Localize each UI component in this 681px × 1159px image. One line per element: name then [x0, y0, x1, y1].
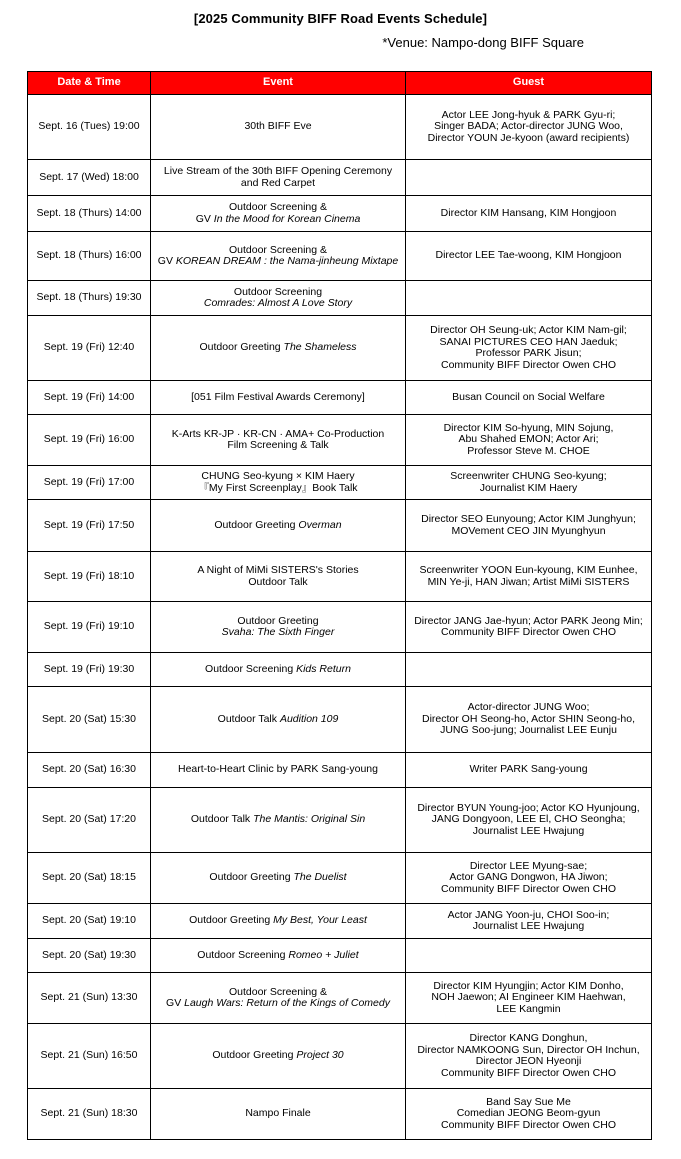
cell-date-time: Sept. 18 (Thurs) 19:30 — [28, 281, 151, 316]
event-film-title: The Shameless — [283, 341, 357, 354]
event-text: Outdoor Talk — [248, 575, 308, 588]
cell-guest — [406, 753, 652, 788]
guest-line: Director OH Seong-ho, Actor SHIN Seong-ho, — [421, 712, 635, 725]
guest-line: Band Say Sue Me — [486, 1095, 571, 1108]
cell-guest — [406, 232, 652, 281]
guest-line: Director LEE Myung-sae; — [469, 859, 588, 872]
event-line — [153, 664, 403, 676]
event-film-title: Romeo + Juliet — [288, 948, 359, 961]
event-text: Heart-to-Heart Clinic by PARK Sang-young — [178, 763, 378, 776]
guest-line: Director BYUN Young-joo; Actor KO Hyunjoung, — [417, 801, 640, 814]
table-row — [28, 1089, 652, 1140]
event-line — [153, 627, 403, 639]
cell-guest — [406, 160, 652, 196]
cell-event — [151, 602, 406, 653]
cell-event — [151, 381, 406, 415]
cell-event — [151, 552, 406, 602]
event-text: GV — [195, 212, 214, 225]
event-line — [153, 577, 403, 589]
event-film-title: Kids Return — [296, 662, 351, 675]
event-film-title: KOREAN DREAM : the Nama-jinheung Mixtape — [175, 255, 399, 267]
cell-guest — [406, 653, 652, 687]
venue-note: *Venue: Nampo-dong BIFF Square — [382, 35, 584, 50]
cell-date-time: Sept. 18 (Thurs) 14:00 — [28, 196, 151, 232]
guest-line: Director NAMKOONG Sun, Director OH Inchun, — [417, 1043, 640, 1056]
event-text: Outdoor Greeting — [199, 341, 284, 354]
event-text: Outdoor Greeting — [189, 914, 274, 927]
cell-guest — [406, 95, 652, 160]
cell-date-time: Sept. 21 (Sun) 13:30 — [28, 973, 151, 1024]
cell-guest — [406, 415, 652, 466]
cell-guest — [406, 853, 652, 904]
cell-date-time: Sept. 20 (Sat) 16:30 — [28, 753, 151, 788]
guest-line: NOH Jaewon; AI Engineer KIM Haehwan, — [431, 991, 626, 1004]
cell-guest — [406, 196, 652, 232]
cell-date-time: Sept. 19 (Fri) 17:50 — [28, 500, 151, 552]
cell-date-time: Sept. 20 (Sat) 19:30 — [28, 939, 151, 973]
guest-line: Journalist KIM Haery — [479, 481, 578, 494]
cell-guest — [406, 973, 652, 1024]
table-row — [28, 602, 652, 653]
guest-line: Director OH Seung-uk; Actor KIM Nam-gil; — [430, 324, 627, 336]
event-line — [153, 814, 403, 826]
event-line — [153, 256, 403, 268]
guest-line: Director KIM Hyungjin; Actor KIM Donho, — [433, 979, 624, 992]
event-film-title: Audition 109 — [279, 712, 339, 725]
cell-date-time: Sept. 19 (Fri) 17:00 — [28, 466, 151, 500]
cell-event — [151, 160, 406, 196]
table-row — [28, 232, 652, 281]
event-film-title: Laugh Wars: Return of the Kings of Comedy — [184, 997, 390, 1009]
guest-line: Community BIFF Director Owen CHO — [440, 1118, 617, 1131]
event-line — [153, 214, 403, 226]
table-row — [28, 1024, 652, 1089]
guest-line: Community BIFF Director Owen CHO — [440, 626, 617, 638]
table-row — [28, 95, 652, 160]
guest-line: Community BIFF Director Owen CHO — [440, 358, 617, 371]
event-text: Live Stream of the 30th BIFF Opening Ceremony — [163, 165, 393, 177]
header-event: Event — [151, 72, 406, 95]
table-row — [28, 904, 652, 939]
guest-line: SANAI PICTURES CEO HAN Jaeduk; — [439, 335, 618, 348]
event-text: Outdoor Talk — [217, 712, 280, 725]
guest-line: MOVement CEO JIN Myunghyun — [451, 524, 606, 537]
event-line — [153, 764, 403, 776]
cell-guest — [406, 904, 652, 939]
guest-line: Screenwriter YOON Eun-kyoung, KIM Eunhee, — [419, 564, 638, 576]
event-text: Outdoor Greeting — [212, 1049, 297, 1062]
guest-line: JANG Dongyoon, LEE El, CHO Seongha; — [431, 813, 626, 826]
guest-line: Actor GANG Dongwon, HA Jiwon; — [449, 871, 608, 884]
cell-event — [151, 316, 406, 381]
cell-event — [151, 973, 406, 1024]
guest-line: Journalist LEE Hwajung — [472, 920, 585, 932]
event-film-title: In the Mood for Korean Cinema — [213, 212, 361, 225]
guest-line: Director KIM So-hyung, MIN Sojung, — [443, 421, 614, 434]
cell-date-time: Sept. 21 (Sun) 16:50 — [28, 1024, 151, 1089]
cell-event — [151, 415, 406, 466]
guest-line: Professor PARK Jisun; — [475, 347, 582, 359]
event-text: A Night of MiMi SISTERS's Stories — [197, 564, 359, 576]
event-line — [153, 392, 403, 404]
event-film-title: Svaha: The Sixth Finger — [221, 626, 335, 638]
guest-line: Director KANG Donghun, — [469, 1032, 588, 1044]
header-date-time: Date & Time — [28, 72, 151, 95]
event-text: 『My First Screenplay』Book Talk — [198, 481, 358, 494]
table-row — [28, 160, 652, 196]
table-row — [28, 381, 652, 415]
guest-line: Actor JANG Yoon-ju, CHOI Soo-in; — [447, 908, 610, 921]
event-text: Outdoor Greeting — [209, 871, 294, 884]
event-text: CHUNG Seo-kyung × KIM Haery — [201, 470, 355, 482]
guest-line: Director YOUN Je-kyoon (award recipients) — [427, 131, 630, 144]
guest-line: Screenwriter CHUNG Seo-kyung; — [450, 470, 607, 482]
event-text: GV — [157, 255, 176, 267]
event-text: Outdoor Screening — [197, 948, 289, 961]
cell-date-time: Sept. 19 (Fri) 19:10 — [28, 602, 151, 653]
event-text: GV — [166, 997, 185, 1009]
table-row — [28, 281, 652, 316]
cell-date-time: Sept. 19 (Fri) 18:10 — [28, 552, 151, 602]
page-title: [2025 Community BIFF Road Events Schedule] — [193, 11, 488, 26]
event-film-title: The Duelist — [293, 871, 347, 884]
cell-event — [151, 939, 406, 973]
guest-line: Professor Steve M. CHOE — [467, 444, 590, 457]
event-line — [153, 178, 403, 190]
event-line — [153, 915, 403, 927]
cell-guest — [406, 316, 652, 381]
table-row — [28, 196, 652, 232]
cell-event — [151, 853, 406, 904]
table-row — [28, 753, 652, 788]
event-line — [153, 298, 403, 310]
event-text: Outdoor Screening & — [228, 985, 328, 998]
table-row — [28, 788, 652, 853]
event-line — [153, 342, 403, 354]
table-row — [28, 316, 652, 381]
table-row — [28, 466, 652, 500]
schedule-table — [27, 71, 652, 1140]
event-film-title: Overman — [298, 518, 342, 531]
cell-event — [151, 1089, 406, 1140]
cell-date-time: Sept. 19 (Fri) 12:40 — [28, 316, 151, 381]
cell-guest — [406, 552, 652, 602]
cell-date-time: Sept. 19 (Fri) 14:00 — [28, 381, 151, 415]
table-row — [28, 552, 652, 602]
cell-event — [151, 687, 406, 753]
event-text: K-Arts KR-JP · KR-CN · AMA+ Co-Production — [171, 427, 385, 440]
guest-line: Actor LEE Jong-hyuk & PARK Gyu-ri; — [441, 108, 616, 121]
event-text: Outdoor Screening & — [228, 201, 328, 213]
cell-guest — [406, 939, 652, 973]
event-film-title: My Best, Your Least — [273, 914, 367, 927]
cell-date-time: Sept. 16 (Tues) 19:00 — [28, 95, 151, 160]
cell-event — [151, 466, 406, 500]
cell-date-time: Sept. 19 (Fri) 19:30 — [28, 653, 151, 687]
table-row — [28, 653, 652, 687]
event-text: Outdoor Greeting — [214, 518, 299, 531]
guest-line: JUNG Soo-jung; Journalist LEE Eunju — [440, 724, 617, 737]
event-text: Outdoor Talk — [190, 813, 254, 826]
guest-line: Community BIFF Director Owen CHO — [440, 1066, 617, 1079]
cell-event — [151, 500, 406, 552]
table-row — [28, 973, 652, 1024]
cell-guest — [406, 1089, 652, 1140]
cell-event — [151, 653, 406, 687]
event-line — [153, 1108, 403, 1120]
event-line — [153, 520, 403, 532]
cell-event — [151, 196, 406, 232]
cell-guest — [406, 602, 652, 653]
event-text: [051 Film Festival Awards Ceremony] — [191, 390, 365, 403]
cell-guest — [406, 381, 652, 415]
cell-guest — [406, 281, 652, 316]
guest-line: Director KIM Hansang, KIM Hongjoon — [440, 206, 617, 219]
event-line — [153, 872, 403, 884]
guest-line: Director JANG Jae-hyun; Actor PARK Jeong Min; — [414, 614, 643, 627]
cell-guest — [406, 788, 652, 853]
event-film-title: Project 30 — [296, 1049, 344, 1062]
event-text: and Red Carpet — [240, 176, 316, 189]
cell-guest — [406, 466, 652, 500]
guest-line: Director LEE Tae-woong, KIM Hongjoon — [435, 249, 622, 262]
event-text: Film Screening & Talk — [227, 439, 329, 451]
cell-event — [151, 753, 406, 788]
cell-date-time: Sept. 20 (Sat) 18:15 — [28, 853, 151, 904]
cell-event — [151, 281, 406, 316]
event-line — [153, 440, 403, 452]
table-row — [28, 415, 652, 466]
header-row — [28, 72, 652, 95]
event-text: 30th BIFF Eve — [244, 120, 312, 133]
event-line — [153, 998, 403, 1010]
cell-date-time: Sept. 20 (Sat) 17:20 — [28, 788, 151, 853]
event-film-title: The Mantis: Original Sin — [253, 813, 366, 826]
header-guest: Guest — [406, 72, 652, 95]
table-row — [28, 853, 652, 904]
table-row — [28, 500, 652, 552]
event-text: Outdoor Screening — [233, 285, 323, 298]
guest-line: Abu Shahed EMON; Actor Ari; — [458, 433, 599, 446]
guest-line: Singer BADA; Actor-director JUNG Woo, — [434, 120, 623, 133]
cell-guest — [406, 500, 652, 552]
guest-line: Director JEON Hyeonji — [475, 1055, 582, 1067]
cell-event — [151, 788, 406, 853]
guest-line: Actor-director JUNG Woo; — [467, 701, 590, 714]
cell-date-time: Sept. 18 (Thurs) 16:00 — [28, 232, 151, 281]
cell-guest — [406, 687, 652, 753]
event-film-title: Comrades: Almost A Love Story — [203, 297, 353, 309]
cell-date-time: Sept. 19 (Fri) 16:00 — [28, 415, 151, 466]
event-text: Outdoor Screening — [205, 662, 297, 675]
event-text: Outdoor Screening & — [228, 243, 328, 256]
guest-line: Director SEO Eunyoung; Actor KIM Junghyun; — [421, 513, 636, 525]
table-row — [28, 939, 652, 973]
cell-guest — [406, 1024, 652, 1089]
guest-line: MIN Ye-ji, HAN Jiwan; Artist MiMi SISTERS — [427, 575, 630, 588]
cell-event — [151, 1024, 406, 1089]
event-line — [153, 714, 403, 726]
guest-line: Writer PARK Sang-young — [469, 763, 588, 776]
cell-event — [151, 95, 406, 160]
guest-line: LEE Kangmin — [496, 1002, 561, 1015]
cell-date-time: Sept. 17 (Wed) 18:00 — [28, 160, 151, 196]
cell-date-time: Sept. 20 (Sat) 19:10 — [28, 904, 151, 939]
event-line — [153, 1050, 403, 1062]
cell-event — [151, 232, 406, 281]
guest-line: Journalist LEE Hwajung — [472, 824, 585, 837]
event-text: Nampo Finale — [245, 1107, 311, 1120]
event-line — [153, 483, 403, 495]
cell-date-time: Sept. 21 (Sun) 18:30 — [28, 1089, 151, 1140]
event-line — [153, 121, 403, 133]
guest-line: Busan Council on Social Welfare — [452, 390, 605, 403]
guest-line: Comedian JEONG Beom-gyun — [456, 1107, 601, 1120]
event-line — [153, 950, 403, 962]
cell-event — [151, 904, 406, 939]
table-row — [28, 687, 652, 753]
guest-line: Community BIFF Director Owen CHO — [440, 882, 617, 895]
cell-date-time: Sept. 20 (Sat) 15:30 — [28, 687, 151, 753]
event-text: Outdoor Greeting — [237, 614, 319, 627]
